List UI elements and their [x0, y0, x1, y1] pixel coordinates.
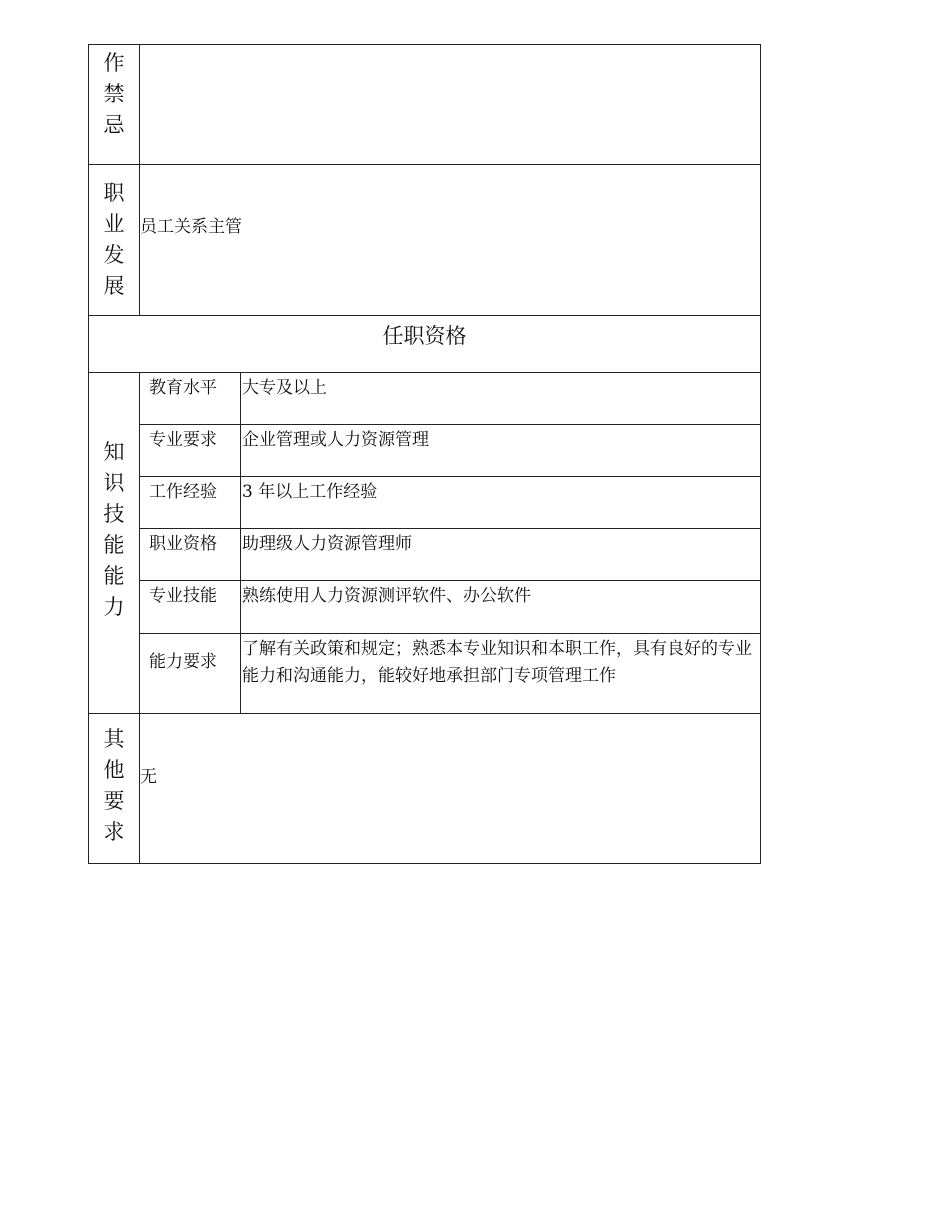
prohibitions-label-char: 作: [103, 51, 125, 75]
professional-qualification-value: 助理级人力资源管理师: [240, 528, 761, 581]
knowledge-label-char: 力: [103, 595, 125, 619]
career-label-char: 发: [103, 243, 125, 267]
prohibitions-label-char: 禁: [103, 82, 125, 106]
knowledge-label-char: 知: [103, 440, 125, 464]
professional-skills-label: 专业技能: [139, 580, 241, 634]
education-level-value: 大专及以上: [240, 372, 761, 425]
career-label-char: 职: [103, 181, 125, 205]
other-requirements-label-char: 其: [103, 726, 125, 751]
work-experience-value: 3 年以上工作经验: [240, 476, 761, 529]
ability-requirement-label: 能力要求: [139, 633, 241, 714]
career-value-text: 员工关系主管: [140, 216, 242, 237]
other-requirements-label-char: 要: [103, 788, 125, 813]
knowledge-label-char: 技: [103, 502, 125, 526]
qualifications-title: [88, 315, 761, 373]
knowledge-label: [88, 372, 140, 714]
qualifications-title-text: 任职资格: [382, 324, 467, 348]
prohibitions-value: [139, 44, 761, 165]
career-label-char: 业: [103, 212, 125, 236]
prohibitions-label: [88, 44, 140, 165]
career-label: [88, 164, 140, 316]
education-level-label: 教育水平: [139, 372, 241, 425]
major-requirement-value: 企业管理或人力资源管理: [240, 424, 761, 477]
work-experience-label: 工作经验: [139, 476, 241, 529]
knowledge-label-char: 能: [103, 533, 125, 557]
other-requirements-label-char: 求: [103, 819, 125, 844]
other-requirements-value: [139, 713, 761, 864]
career-label-char: 展: [103, 274, 125, 298]
prohibitions-label-char: 忌: [103, 113, 125, 137]
other-requirements-label: [88, 713, 140, 864]
knowledge-label-char: 识: [103, 471, 125, 495]
major-requirement-label: 专业要求: [139, 424, 241, 477]
knowledge-label-char: 能: [103, 564, 125, 588]
career-value: [139, 164, 761, 316]
ability-requirement-value: 了解有关政策和规定；熟悉本专业知识和本职工作，具有良好的专业能力和沟通能力，能较好地承担部门专项管理工作: [240, 633, 761, 714]
other-requirements-value-text: 无: [140, 767, 157, 787]
professional-skills-value: 熟练使用人力资源测评软件、办公软件: [240, 580, 761, 634]
other-requirements-label-char: 他: [103, 757, 125, 782]
professional-qualification-label: 职业资格: [139, 528, 241, 581]
